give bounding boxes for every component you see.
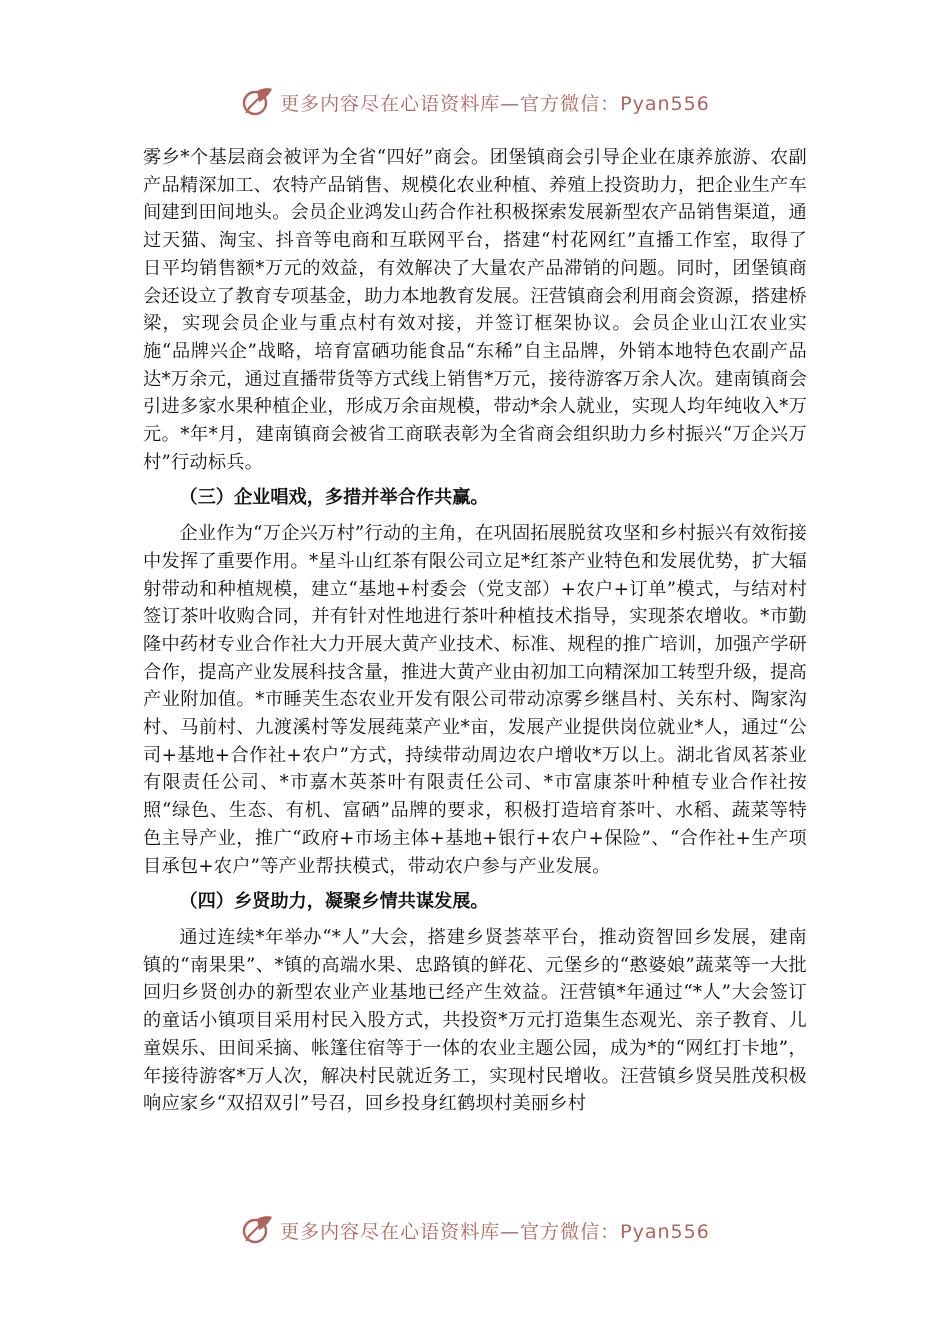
paragraph-chamber-of-commerce: 雾乡*个基层商会被评为全省“四好”商会。团堡镇商会引导企业在康养旅游、农副产品精深加工、农特产品销售、规模化农业种植、养殖上投资助力，把企业生产车间建到田间地头。会员企业鸿发山药合作社积极探索发展新型农产品销售渠道，通过天猫、淘宝、抖音等电商和互联网平台，搭建“村花网红”直播工作室，取得了日平均销售额*万元的效益，有效解决了大量农产品滞销的问题。同时，团堡镇商会还设立了教育专项基金，助力本地教育发展。汪营镇商会利用商会资源，搭建桥梁，实现会员企业与重点村有效对接，并签订框架协议。会员企业山江农业实施“品牌兴企”战略，培育富硒功能食品“东稀”自主品牌，外销本地特色农副产品达*万余元，通过直播带货等方式线上销售*万元，接待游客万余人次。建南镇商会引进多家水果种植企业，形成万余亩规模，带动*余人就业，实现人均年纯收入*万元。*年*月，建南镇商会被省工商联表彰为全省商会组织助力乡村振兴“万企兴万村”行动标兵。 <box>143 147 808 473</box>
paragraph-enterprises: 企业作为“万企兴万村”行动的主角，在巩固拓展脱贫攻坚和乡村振兴有效衔接中发挥了重要作用。*星斗山红茶有限公司立足*红茶产业特色和发展优势，扩大辐射带动和种植规模，建立“基地+村委会（党支部）+农户+订单”模式，与结对村签订茶叶收购合同，并有针对性地进行茶叶种植技术指导，实现茶农增收。*市勤隆中药材专业合作社大力开展大黄产业技术、标准、规程的推广培训，加强产学研合作，提高产业发展科技含量，推进大黄产业由初加工向精深加工转型升级，提高产业附加值。*市睡芙生态农业开发有限公司带动凉雾乡继昌村、关东村、陶家沟村、马前村、九渡溪村等发展莼菜产业*亩，发展产业提供岗位就业*人，通过“公司+基地+合作社+农户”方式，持续带动周边农户增收*万以上。湖北省凤茗茶业有限责任公司、*市嘉木英茶叶有限责任公司、*市富康茶叶种植专业合作社按照“绿色、生态、有机、富硒”品牌的要求，积极打造培育茶叶、水稻、蔬菜等特色主导产业，推广“政府+市场主体+基地+银行+农户+保险”、“合作社+生产项目承包+农户”等产业帮扶模式，带动农户参与产业发展。 <box>143 523 808 877</box>
section-heading-3: （三）企业唱戏，多措并举合作共赢。 <box>179 487 489 509</box>
document-body <box>143 144 807 1118</box>
quill-logo-icon <box>240 1213 274 1247</box>
quill-logo-icon <box>240 85 274 119</box>
watermark-text: 更多内容尽在心语资料库—官方微信：Pyan556 <box>280 92 710 115</box>
watermark-banner-top <box>0 82 950 122</box>
paragraph-rural-talent: 通过连续*年举办“*人”大会，搭建乡贤荟萃平台，推动资智回乡发展，建南镇的“南果果”、*镇的高端水果、忠路镇的鲜花、元堡乡的“憨婆娘”蔬菜等一大批回归乡贤创办的新型农业产业基地已经产生效益。汪营镇*年通过“*人”大会签订的童话小镇项目采用村民入股方式，共投资*万元打造集生态观光、亲子教育、儿童娱乐、田间采摘、帐篷住宿等于一体的农业主题公园，成为*的“网红打卡地”，年接待游客*万人次，解决村民就近务工，实现村民增收。汪营镇乡贤吴胜茂积极响应家乡“双招双引”号召，回乡投身红鹤坝村美丽乡村 <box>143 926 807 1115</box>
watermark-banner-bottom <box>0 1210 950 1250</box>
section-heading-4: （四）乡贤助力，凝聚乡情共谋发展。 <box>179 891 489 913</box>
watermark-text: 更多内容尽在心语资料库—官方微信：Pyan556 <box>280 1220 710 1243</box>
